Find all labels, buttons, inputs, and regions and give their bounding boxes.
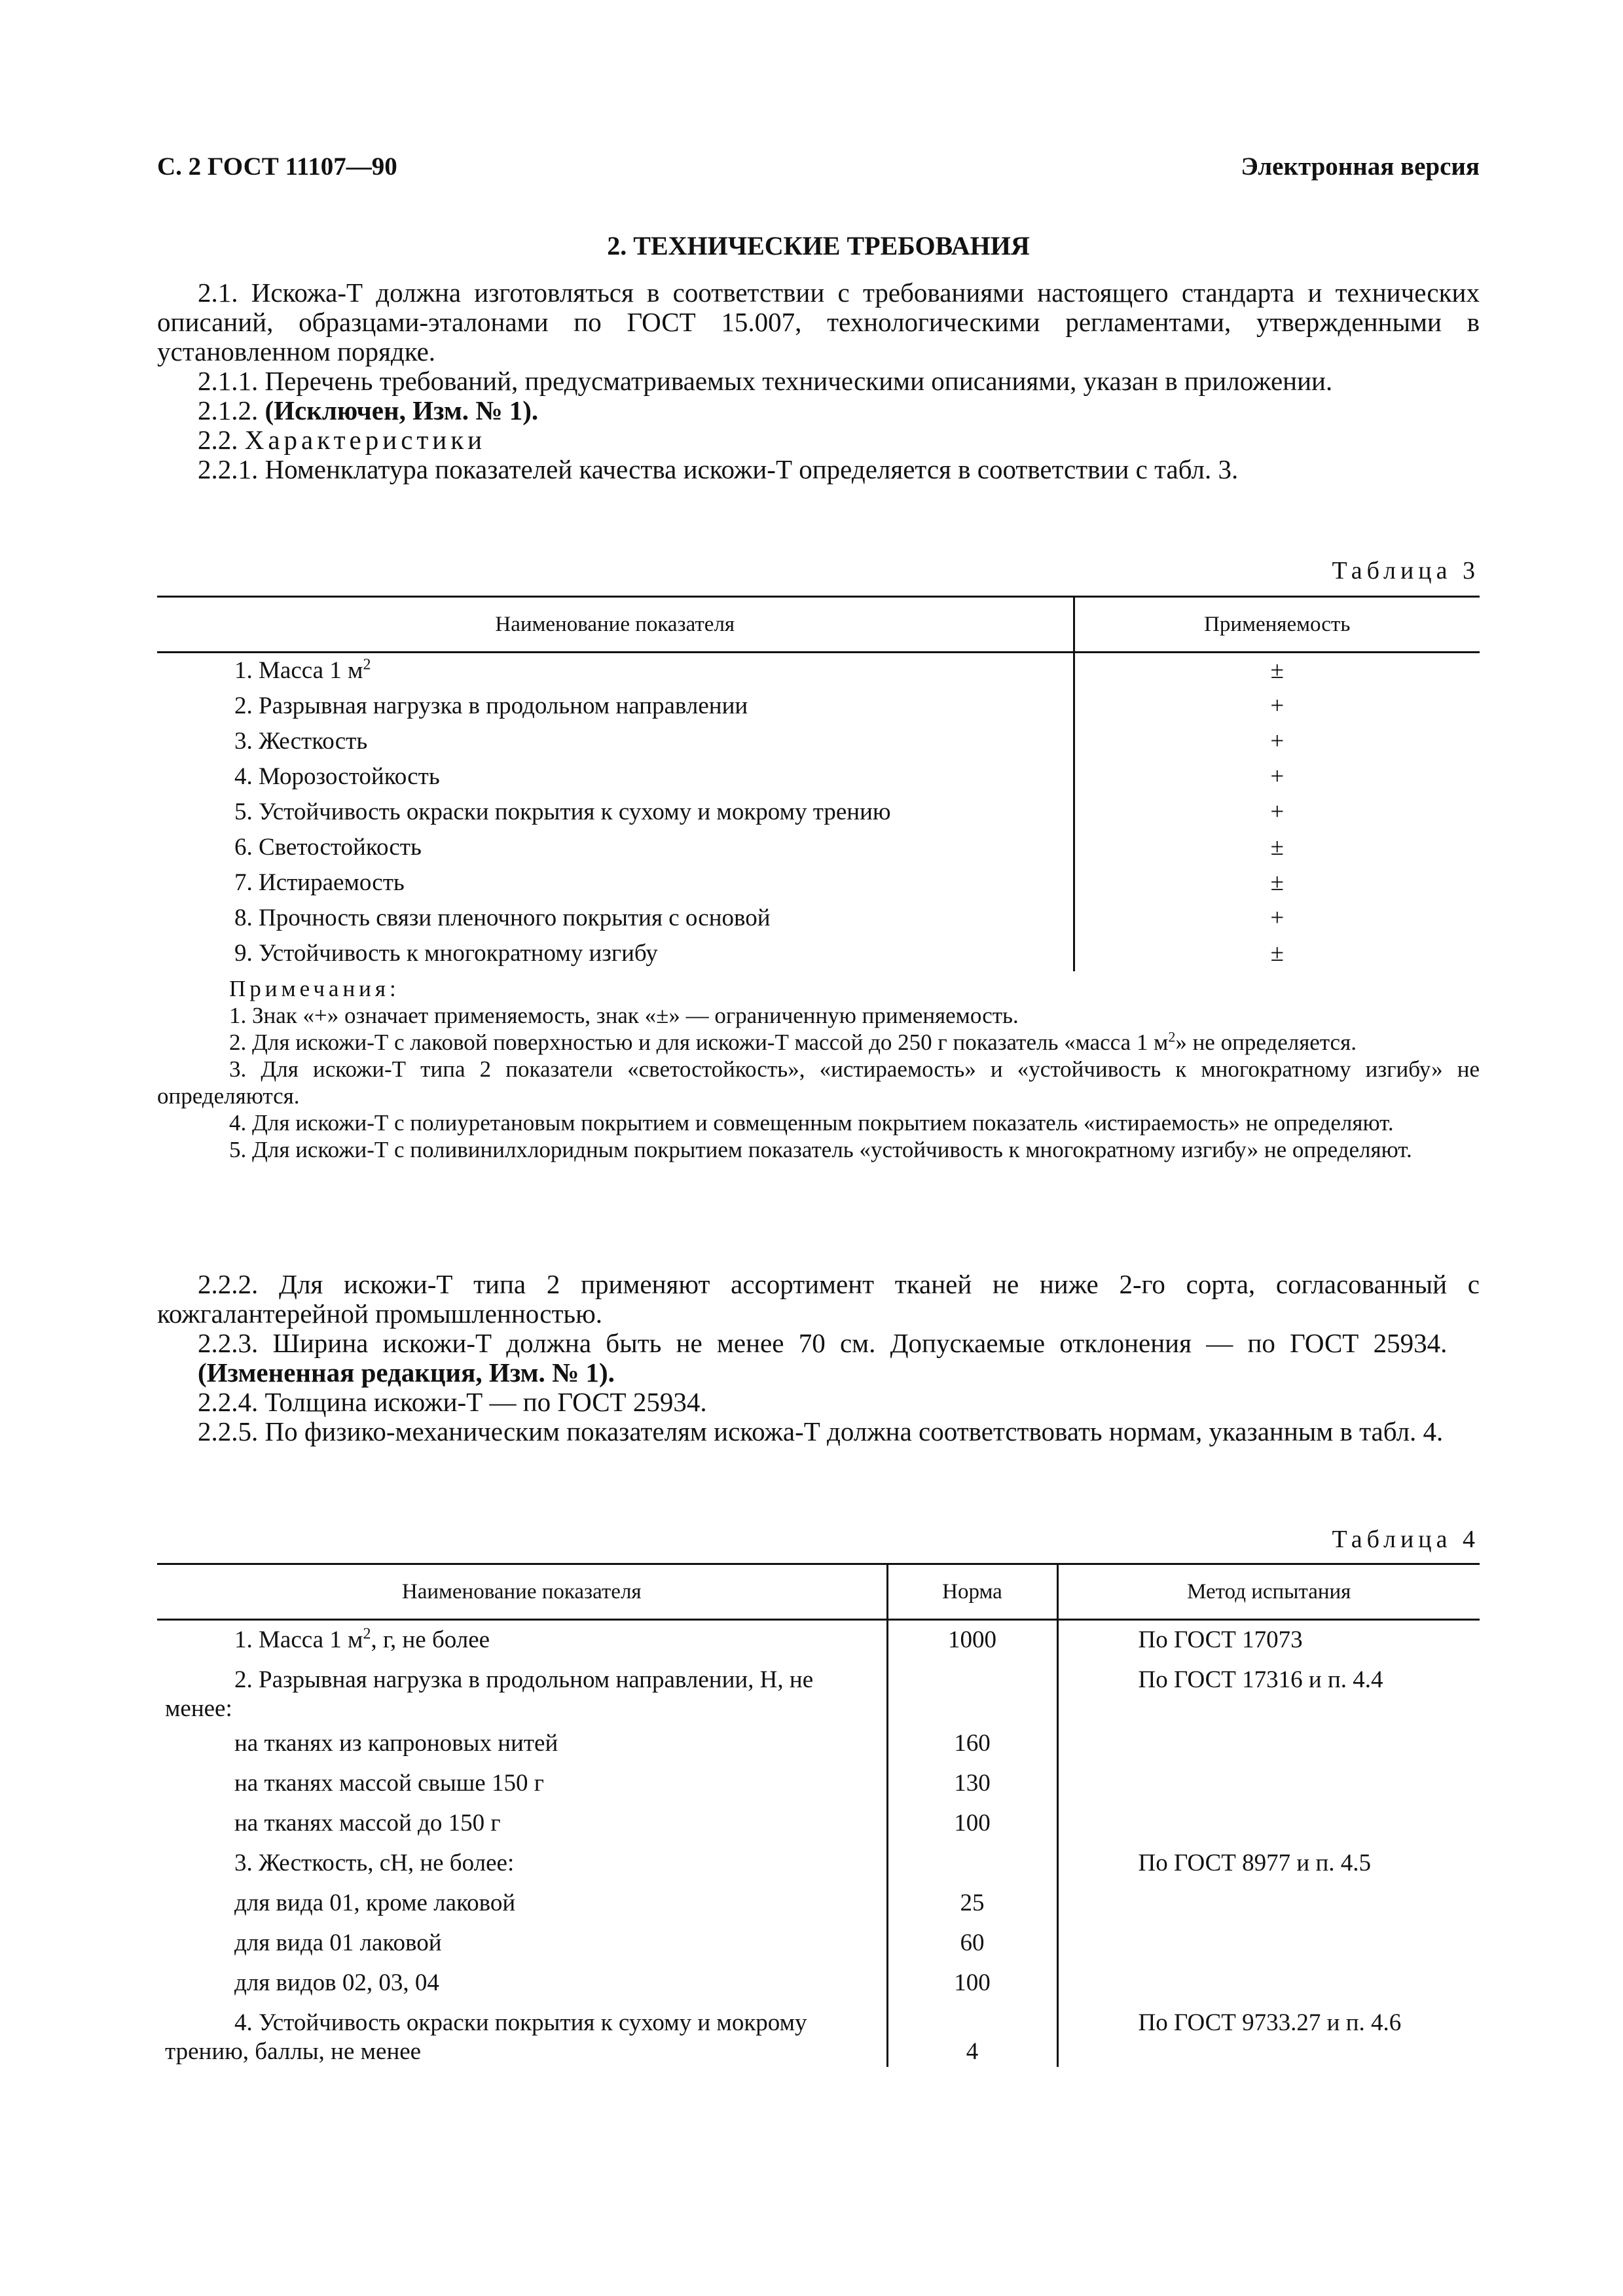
paragraph-2-2-heading: Характеристики <box>244 425 486 455</box>
table-row <box>157 653 1480 689</box>
table4-header-row <box>157 1564 1480 1620</box>
paragraph-2-2-4: 2.2.4. Толщина искожи-Т — по ГОСТ 25934. <box>198 1387 707 1417</box>
table4-norm: 160 <box>887 1724 1057 1764</box>
table4-indicator: на тканях из капроновых нитей <box>234 1730 558 1757</box>
table-row <box>157 936 1480 971</box>
table-row <box>157 1884 1480 1924</box>
table4-norm: 1000 <box>887 1620 1057 1661</box>
paragraph-2-1: 2.1. Искожа-Т должна изготовляться в соответствии с требованиями настоящего стандарта и технических описаний, образцами-эталонами по ГОСТ 15.007, технологическими регламентами, утвержденными в установленном порядке. <box>157 278 1480 367</box>
table-row <box>157 865 1480 901</box>
table4-method: По ГОСТ 8977 и п. 4.5 <box>1057 1844 1480 1884</box>
table-row <box>157 1660 1480 1724</box>
table3-applicability: + <box>1074 759 1480 795</box>
table4-norm: 25 <box>887 1884 1057 1924</box>
table3-applicability: ± <box>1074 653 1480 689</box>
table4-indicator: 4. Устойчивость окраски покрытия к сухому и мокрому трению, баллы, не менее <box>165 2009 807 2065</box>
table4-method <box>1057 1764 1480 1804</box>
table3-indicator: 7. Истираемость <box>234 869 405 896</box>
table3-indicator: 8. Прочность связи пленочного покрытия с основой <box>234 905 771 931</box>
table3-applicability: ± <box>1074 936 1480 971</box>
table4-norm: 60 <box>887 1924 1057 1964</box>
table-row <box>157 901 1480 936</box>
table4-header-name: Наименование показателя <box>157 1564 887 1620</box>
table3-indicator: 9. Устойчивость к многократному изгибу <box>234 940 658 967</box>
table3-indicator: 2. Разрывная нагрузка в продольном направлении <box>234 692 748 719</box>
paragraph-2-2-2: 2.2.2. Для искожи-Т типа 2 применяют ассортимент тканей не ниже 2-го сорта, согласованный с кожгалантерейной промышленностью. <box>157 1269 1480 1329</box>
table3-indicator: 5. Устойчивость окраски покрытия к сухому и мокрому трению <box>234 798 891 825</box>
notes-title: Примечания: <box>229 976 400 1001</box>
note-5: 5. Для искожи-Т с поливинилхлоридным покрытием показатель «устойчивость к многократному изгибу» не определяют. <box>229 1137 1412 1162</box>
table4-method <box>1057 1964 1480 2003</box>
table-row <box>157 2003 1480 2067</box>
table3-notes <box>157 975 1480 1163</box>
page-header-right: Электронная версия <box>1241 152 1480 181</box>
note-3: 3. Для искожи-Т типа 2 показатели «светостойкость», «истираемость» и «устойчивость к многократному изгибу» не определяются. <box>157 1056 1480 1109</box>
paragraph-2-1-2-number: 2.1.2. <box>198 395 265 425</box>
table4-header-method: Метод испытания <box>1057 1564 1480 1620</box>
table-row <box>157 1764 1480 1804</box>
table-row <box>157 1724 1480 1764</box>
table3-applicability: + <box>1074 901 1480 936</box>
table-row <box>157 1804 1480 1844</box>
table-row <box>157 689 1480 724</box>
table3-applicability: ± <box>1074 865 1480 901</box>
table4-norm <box>887 1660 1057 1724</box>
table3-header-row <box>157 597 1480 653</box>
table4-method <box>1057 1804 1480 1844</box>
requirements-text <box>157 278 1480 484</box>
table3-applicability: + <box>1074 795 1480 830</box>
table4-indicator: для вида 01 лаковой <box>234 1929 442 1956</box>
note-4: 4. Для искожи-Т с полиуретановым покрытием и совмещенным покрытием показатель «истираемость» не определяют. <box>229 1110 1394 1136</box>
table3-header-applicability: Применяемость <box>1074 597 1480 653</box>
table3-indicator: 4. Морозостойкость <box>234 763 440 790</box>
table4-indicator: 3. Жесткость, сН, не более: <box>234 1850 515 1876</box>
paragraph-2-2-number: 2.2. <box>198 425 245 455</box>
table4-header-norm: Норма <box>887 1564 1057 1620</box>
table-row <box>157 759 1480 795</box>
table3-header-name: Наименование показателя <box>157 597 1074 653</box>
table4-method <box>1057 1884 1480 1924</box>
page-header-left: С. 2 ГОСТ 11107—90 <box>157 152 397 181</box>
table4-indicator: для видов 02, 03, 04 <box>234 1969 439 1996</box>
paragraph-2-2-5: 2.2.5. По физико-механическим показателям искожа-Т должна соответствовать нормам, указанным в табл. 4. <box>198 1416 1444 1446</box>
table3 <box>157 596 1480 971</box>
table3-applicability: ± <box>1074 830 1480 865</box>
table4-indicator: 1. Масса 1 $м^2$, г, не более <box>234 1625 490 1653</box>
paragraph-2-1-2-excluded: (Исключен, Изм. № 1). <box>264 395 539 425</box>
table4 <box>157 1563 1480 2067</box>
table4-method: По ГОСТ 17316 и п. 4.4 <box>1057 1660 1480 1724</box>
table-row <box>157 1964 1480 2003</box>
table3-applicability: + <box>1074 724 1480 759</box>
note-1: 1. Знак «+» означает применяемость, знак «±» — ограниченную применяемость. <box>229 1003 1019 1028</box>
table-row <box>157 1844 1480 1884</box>
paragraph-2-1-2 <box>157 396 1480 425</box>
table4-norm: 100 <box>887 1804 1057 1844</box>
table4-norm <box>887 1844 1057 1884</box>
table-row <box>157 795 1480 830</box>
table4-caption: Таблица 4 <box>1332 1526 1480 1553</box>
table4-method: По ГОСТ 9733.27 и п. 4.6 <box>1057 2003 1480 2067</box>
table-row <box>157 1620 1480 1661</box>
table3-applicability: + <box>1074 689 1480 724</box>
table3-indicator: 3. Жесткость <box>234 728 368 755</box>
note-2: 2. Для искожи-Т с лаковой поверхностью и для искожи-Т массой до 250 г показатель «масса 1 $м^2$» не определяется. <box>229 1028 1357 1055</box>
table4-indicator: 2. Разрывная нагрузка в продольном направлении, Н, не менее: <box>165 1666 814 1722</box>
table4-indicator: на тканях массой свыше 150 г <box>234 1770 544 1797</box>
paragraph-2-2-1: 2.2.1. Номенклатура показателей качества искожи-Т определяется в соответствии с табл. 3. <box>198 454 1239 484</box>
amendment-note: (Измененная редакция, Изм. № 1). <box>198 1357 615 1388</box>
table3-indicator: 6. Светостойкость <box>234 834 422 861</box>
table4-norm: 100 <box>887 1964 1057 2003</box>
table4-method <box>1057 1724 1480 1764</box>
table-row <box>157 830 1480 865</box>
paragraph-2-2 <box>157 425 1480 455</box>
table3-indicator: 1. Масса 1 $м^2$ <box>234 656 371 684</box>
table-row <box>157 1924 1480 1964</box>
characteristics-text <box>157 1270 1480 1446</box>
paragraph-2-2-3: 2.2.3. Ширина искожи-Т должна быть не менее 70 см. Допускаемые отклонения — по ГОСТ 25934. <box>198 1328 1448 1358</box>
table4-norm: 130 <box>887 1764 1057 1804</box>
paragraph-2-1-1: 2.1.1. Перечень требований, предусматриваемых техническими описаниями, указан в приложении. <box>198 366 1333 396</box>
table4-method <box>1057 1924 1480 1964</box>
table-row <box>157 724 1480 759</box>
table4-indicator: на тканях массой до 150 г <box>234 1810 501 1837</box>
table4-norm: 4 <box>887 2003 1057 2067</box>
table4-indicator: для вида 01, кроме лаковой <box>234 1890 516 1916</box>
section-title: 2. ТЕХНИЧЕСКИЕ ТРЕБОВАНИЯ <box>607 231 1030 260</box>
table3-caption: Таблица 3 <box>1332 557 1480 584</box>
table4-method: По ГОСТ 17073 <box>1057 1620 1480 1661</box>
